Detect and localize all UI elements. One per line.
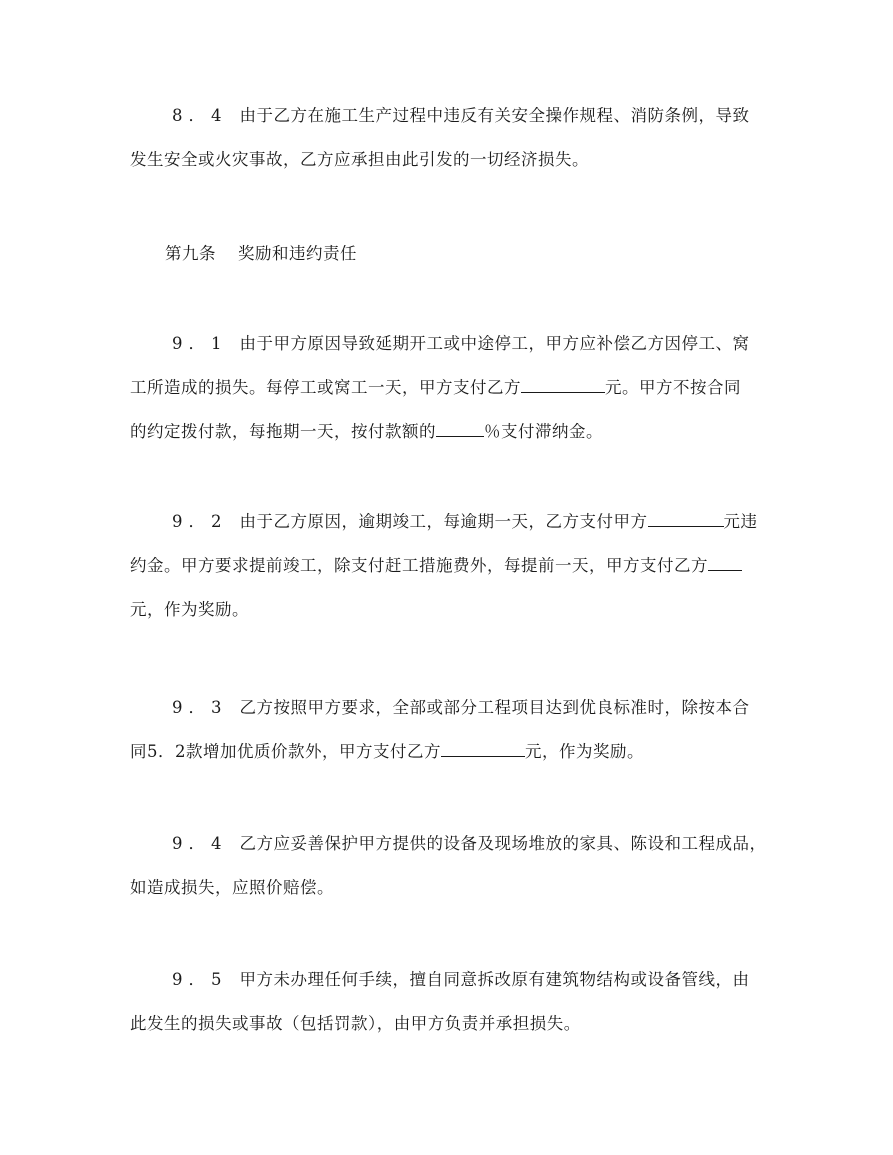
clause-text: 同5．2款增加优质价款外，甲方支付乙方 <box>130 742 441 761</box>
clause-number: 9．3 <box>172 698 228 717</box>
clause-text: 约金。甲方要求提前竣工，除支付赶工措施费外，每提前一天，甲方支付乙方 <box>130 556 708 575</box>
clause-line <box>130 544 780 588</box>
clause-line <box>130 500 780 544</box>
clause-line <box>130 958 780 1002</box>
clause-line <box>130 866 780 910</box>
fill-in-blank[interactable] <box>436 418 484 437</box>
fill-in-blank[interactable] <box>648 508 724 527</box>
clause-9-5 <box>130 958 780 1046</box>
clause-9-4 <box>130 822 780 910</box>
clause-9-2 <box>130 500 780 632</box>
clause-9-1 <box>130 322 780 454</box>
article-label: 第九条 <box>165 244 216 263</box>
clause-number: 9．2 <box>172 512 228 531</box>
clause-text: 元，作为奖励。 <box>130 600 249 619</box>
clause-text: ％支付滞纳金。 <box>484 422 603 441</box>
clause-text: 元。甲方不按合同 <box>605 378 741 397</box>
clause-text: 由于乙方在施工生产过程中违反有关安全操作规程、消防条例，导致 <box>239 106 750 125</box>
clause-text: 甲方未办理任何手续，擅自同意拆改原有建筑物结构或设备管线，由 <box>239 970 750 989</box>
clause-text: 由于乙方原因，逾期竣工，每逾期一天，乙方支付甲方 <box>239 512 648 531</box>
clause-text: 由于甲方原因导致延期开工或中途停工，甲方应补偿乙方因停工、窝 <box>239 334 750 353</box>
clause-number: 9．1 <box>172 334 228 353</box>
clause-line <box>130 686 780 730</box>
clause-text: 发生安全或火灾事故，乙方应承担由此引发的一切经济损失。 <box>130 150 589 169</box>
clause-9-3 <box>130 686 780 774</box>
clause-text: 工所造成的损失。每停工或窝工一天，甲方支付乙方 <box>130 378 521 397</box>
clause-number: 8．4 <box>172 106 228 125</box>
clause-line <box>130 730 780 774</box>
clause-text: 乙方按照甲方要求，全部或部分工程项目达到优良标准时，除按本合 <box>239 698 750 717</box>
clause-line <box>130 322 780 366</box>
clause-number: 9．5 <box>172 970 228 989</box>
clause-line <box>130 588 780 632</box>
article-heading <box>165 242 357 266</box>
clause-text: 如造成损失，应照价赔偿。 <box>130 878 334 897</box>
article-title: 奖励和违约责任 <box>238 244 357 263</box>
clause-text: 元违 <box>723 512 758 531</box>
clause-text: 的约定拨付款，每拖期一天，按付款额的 <box>130 422 436 441</box>
fill-in-blank[interactable] <box>708 552 742 571</box>
clause-line <box>130 1002 780 1046</box>
fill-in-blank[interactable] <box>521 374 605 393</box>
clause-line <box>130 138 780 182</box>
fill-in-blank[interactable] <box>441 738 525 757</box>
clause-text: 元，作为奖励。 <box>525 742 644 761</box>
clause-number: 9．4 <box>172 834 228 853</box>
clause-line <box>130 366 780 410</box>
clause-line <box>130 94 780 138</box>
clause-text: 此发生的损失或事故（包括罚款），由甲方负责并承担损失。 <box>130 1014 581 1033</box>
clause-text: 乙方应妥善保护甲方提供的设备及现场堆放的家具、陈设和工程成品， <box>239 834 767 853</box>
clause-line <box>130 822 780 866</box>
clause-8-4 <box>130 94 780 182</box>
clause-line <box>130 410 780 454</box>
